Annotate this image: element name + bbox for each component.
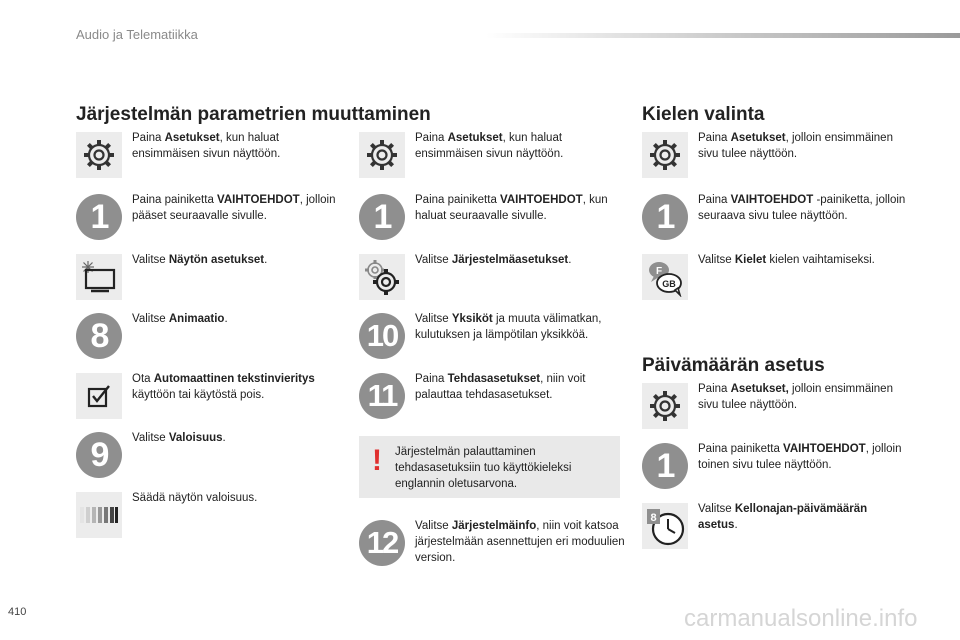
step-text: Paina painiketta VAIHTOEHDOT, jolloin toinen sivu tulee näyttöön. bbox=[698, 443, 902, 471]
col4-step-clock-date bbox=[642, 503, 908, 549]
col2-step-units bbox=[359, 313, 625, 359]
watermark: carmanualsonline.info bbox=[684, 605, 918, 632]
step-number: 12 bbox=[359, 520, 405, 566]
step-text: Paina Tehdasasetukset, niin voit palauttaa tehdasasetukset. bbox=[415, 373, 586, 401]
warning-box bbox=[359, 436, 620, 498]
header-bar bbox=[486, 33, 960, 38]
col2-step-factory bbox=[359, 373, 625, 419]
col3-step-settings bbox=[642, 132, 908, 178]
warning-icon: ! bbox=[372, 444, 382, 477]
col4-step-settings bbox=[642, 383, 908, 429]
step-number: 1 bbox=[642, 194, 688, 240]
col3-step-languages bbox=[642, 254, 908, 300]
language-icon-label-top: F bbox=[655, 266, 663, 277]
gear-icon bbox=[359, 132, 405, 178]
section-title-system: Järjestelmän parametrien muuttaminen bbox=[76, 104, 431, 125]
page-number: 410 bbox=[8, 606, 27, 618]
language-icon-label-bottom: GB bbox=[662, 279, 676, 289]
clock-icon bbox=[642, 503, 688, 549]
step-number: 9 bbox=[76, 432, 122, 478]
col2-step-sysinfo bbox=[359, 520, 625, 566]
checkbox-icon bbox=[76, 373, 122, 419]
col1-step-adjust bbox=[76, 492, 342, 538]
step-text: Paina painiketta VAIHTOEHDOT, kun haluat seuraavalle sivulle. bbox=[415, 194, 608, 222]
step-text: Valitse Järjestelmäasetukset. bbox=[415, 254, 572, 266]
col1-step-brightness bbox=[76, 432, 342, 478]
display-settings-icon bbox=[76, 254, 122, 300]
step-text: Valitse Järjestelmäinfo, niin voit katsoa järjestelmään asennettujen eri moduulien version. bbox=[415, 520, 625, 564]
step-text: Paina VAIHTOEHDOT -painiketta, jolloin seuraava sivu tulee näyttöön. bbox=[698, 194, 906, 222]
step-text: Valitse Valoisuus. bbox=[132, 432, 226, 444]
language-icon bbox=[642, 254, 688, 300]
step-text: Valitse Kellonajan-päivämäärän asetus. bbox=[698, 503, 868, 531]
step-number: 11 bbox=[359, 373, 405, 419]
brightness-scale-icon bbox=[76, 492, 122, 538]
step-text: Säädä näytön valoisuus. bbox=[132, 492, 258, 504]
col1-step-settings bbox=[76, 132, 342, 178]
step-text: Valitse Yksiköt ja muuta välimatkan, kulutuksen ja lämpötilan yksikköä. bbox=[415, 313, 602, 341]
step-number: 1 bbox=[76, 194, 122, 240]
step-text: Paina Asetukset, jolloin ensimmäinen sivu tulee näyttöön. bbox=[698, 132, 893, 160]
section-title-date: Päivämäärän asetus bbox=[642, 355, 825, 376]
step-text: Paina Asetukset, jolloin ensimmäinen sivu tulee näyttöön. bbox=[698, 383, 893, 411]
step-text: Paina Asetukset, kun haluat ensimmäisen sivun näyttöön. bbox=[132, 132, 281, 160]
gear-icon bbox=[642, 132, 688, 178]
clock-icon-badge: 8 bbox=[650, 512, 657, 524]
col2-step-settings bbox=[359, 132, 625, 178]
step-number: 8 bbox=[76, 313, 122, 359]
step-text: Valitse Näytön asetukset. bbox=[132, 254, 268, 266]
step-text: Ota Automaattinen tekstinvieritys käyttöön tai käytöstä pois. bbox=[132, 373, 315, 401]
col2-step-options bbox=[359, 194, 625, 240]
step-number: 1 bbox=[642, 443, 688, 489]
col1-step-options bbox=[76, 194, 342, 240]
warning-text: Järjestelmän palauttaminen tehdasasetuksiin tuo käyttökieleksi englannin oletusarvona. bbox=[395, 446, 572, 490]
gear-icon bbox=[642, 383, 688, 429]
step-text: Paina painiketta VAIHTOEHDOT, jolloin pääset seuraavalle sivulle. bbox=[132, 194, 336, 222]
step-number: 1 bbox=[359, 194, 405, 240]
section-title-language: Kielen valinta bbox=[642, 104, 765, 125]
col3-step-options bbox=[642, 194, 908, 240]
system-settings-icon bbox=[359, 254, 405, 300]
col1-step-display bbox=[76, 254, 342, 300]
col4-step-options bbox=[642, 443, 908, 489]
col2-step-system-settings bbox=[359, 254, 625, 300]
header-title: Audio ja Telematiikka bbox=[76, 27, 198, 42]
gear-icon bbox=[76, 132, 122, 178]
col1-step-autoscroll bbox=[76, 373, 342, 419]
step-text: Valitse Animaatio. bbox=[132, 313, 228, 325]
step-number: 10 bbox=[359, 313, 405, 359]
step-text: Paina Asetukset, kun haluat ensimmäisen sivun näyttöön. bbox=[415, 132, 564, 160]
col1-step-animation bbox=[76, 313, 342, 359]
step-text: Valitse Kielet kielen vaihtamiseksi. bbox=[698, 254, 875, 266]
